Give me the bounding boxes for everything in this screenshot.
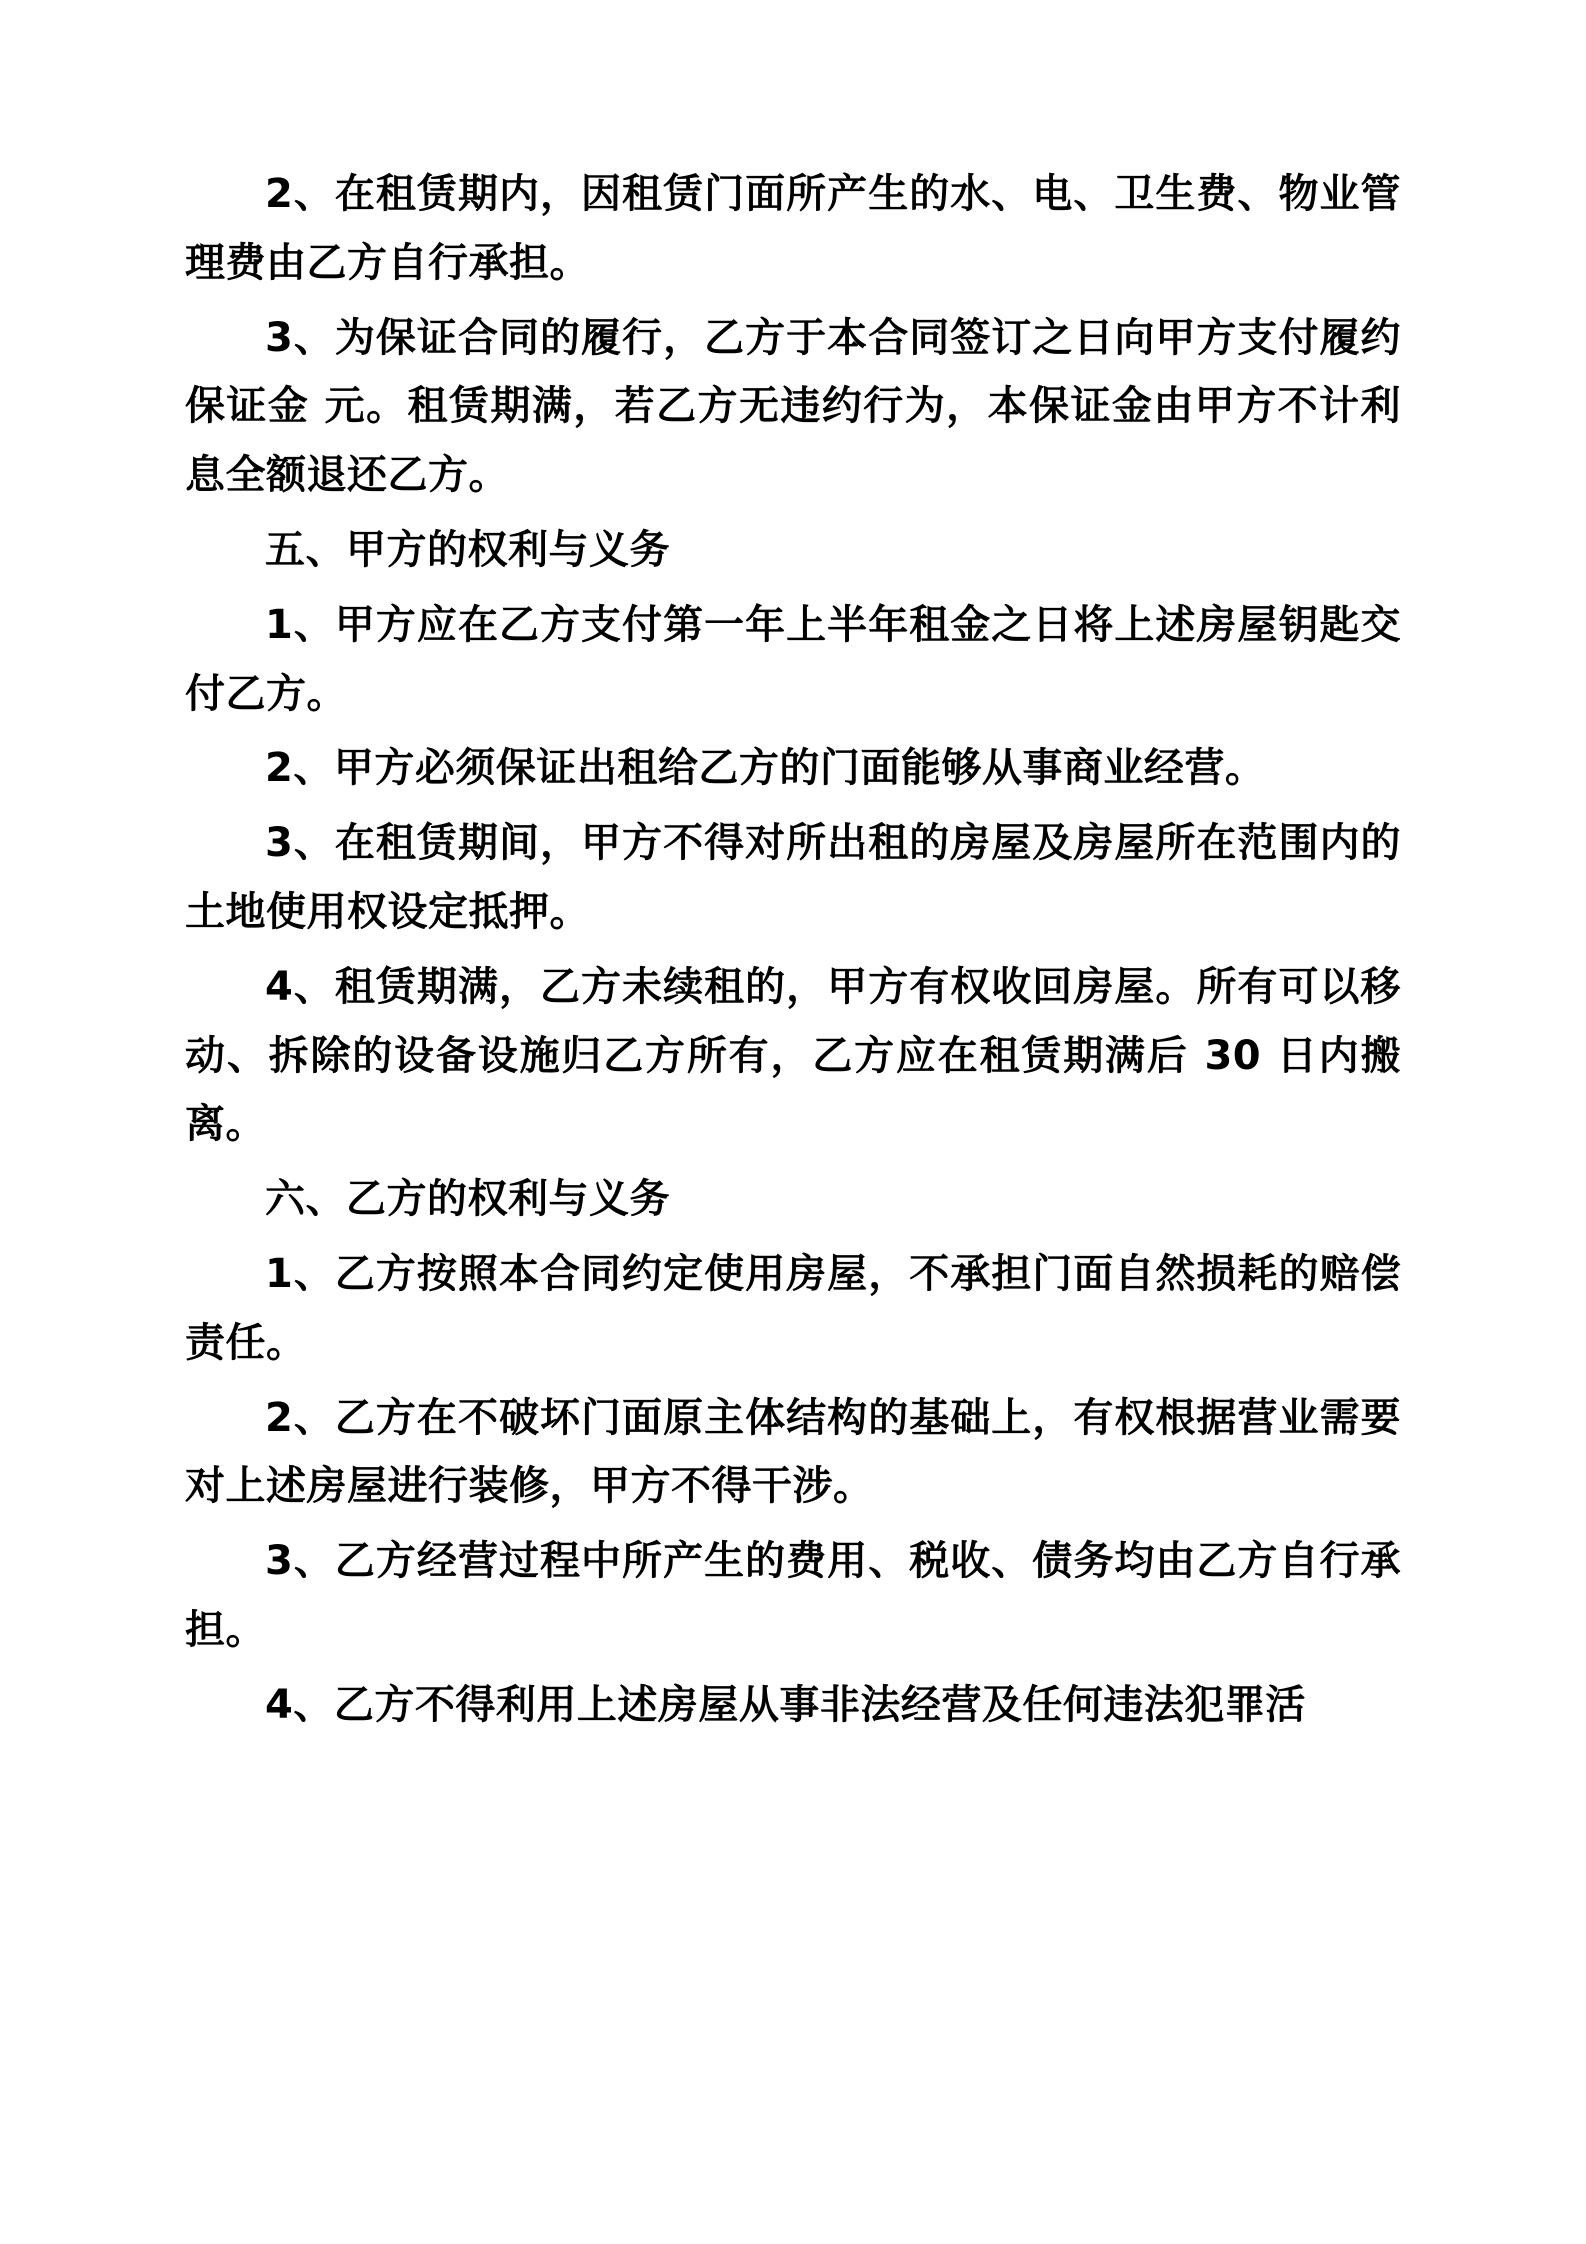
paragraph: 3、为保证合同的履行，乙方于本合同签订之日向甲方支付履约保证金 元。租赁期满，若乙方无违约行为，本保证金由甲方不计利息全额退还乙方。 <box>185 314 1401 499</box>
paragraph: 2、乙方在不破坏门面原主体结构的基础上，有权根据营业需要对上述房屋进行装修，甲方不得干涉。 <box>185 1394 1401 1510</box>
section-heading: 六、乙方的权利与义务 <box>265 1176 670 1223</box>
paragraph: 4、租赁期满，乙方未续租的，甲方有权收回房屋。所有可以移动、拆除的设备设施归乙方所有，乙方应在租赁期满后 30 日内搬离。 <box>185 963 1401 1148</box>
paragraph: 1、乙方按照本合同约定使用房屋，不承担门面自然损耗的赔偿责任。 <box>185 1250 1401 1366</box>
document-body <box>185 160 1401 1740</box>
paragraph: 2、在租赁期内，因租赁门面所产生的水、电、卫生费、物业管理费由乙方自行承担。 <box>185 171 1401 286</box>
paragraph: 3、乙方经营过程中所产生的费用、税收、债务均由乙方自行承担。 <box>185 1538 1401 1653</box>
paragraph: 4、乙方不得利用上述房屋从事非法经营及任何违法犯罪活 <box>265 1681 1306 1728</box>
paragraph: 3、在租赁期间，甲方不得对所出租的房屋及房屋所在范围内的土地使用权设定抵押。 <box>185 820 1401 935</box>
section-heading: 五、甲方的权利与义务 <box>265 526 670 573</box>
paragraph: 1、甲方应在乙方支付第一年上半年租金之日将上述房屋钥匙交付乙方。 <box>185 601 1401 717</box>
paragraph: 2、甲方必须保证出租给乙方的门面能够从事商业经营。 <box>265 745 1266 792</box>
